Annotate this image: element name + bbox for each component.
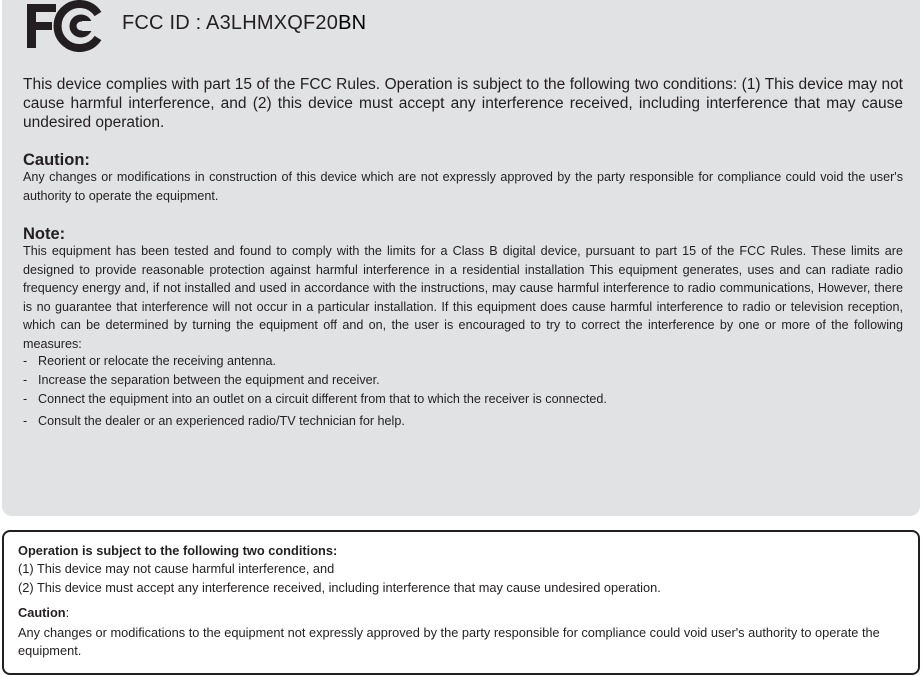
fcc-id-suffix: BN [338, 12, 367, 34]
caution-heading: Caution: [23, 151, 90, 169]
note-heading: Note: [23, 225, 66, 243]
measure-text: Reorient or relocate the receiving antenna. [38, 354, 277, 368]
measure-text: Connect the equipment into an outlet on a circuit different from that to which the receiver is connected. [38, 392, 607, 406]
list-item [23, 354, 903, 373]
fcc-logo [24, 0, 102, 52]
list-item [23, 414, 903, 433]
compliance-statement: This device complies with part 15 of the FCC Rules. Operation is subject to the following two conditions: (1) This device may not cause harmful interference, and (2) this device must accept any interference received, including interference that may cause undesired operation. [23, 76, 903, 131]
measure-text: Consult the dealer or an experienced radio/TV technician for help. [38, 414, 405, 428]
note-text: This equipment has been tested and found to comply with the limits for a Class B digital device, pursuant to part 15 of the FCC Rules. These limits are designed to provide reasonable protection against harmful interference in a residential installation This equipment generates, uses and can radiate radio frequency energy and, if not installed and used in accordance with the instructions, may cause harmful interference to radio communications, However, there is no guarantee that interference will not occur in a particular installation. If this equipment does cause harmful interference to radio or television reception, which can be determined by turning the equipment off and on, the user is encouraged to try to correct the interference by one or more of the following measures: [23, 244, 903, 351]
list-item [23, 392, 903, 414]
box-caution-colon: : [65, 605, 70, 620]
box-caution-text: Any changes or modifications to the equipment not expressly approved by the party responsible for compliance could void user's authority to operate the equipment. [18, 625, 880, 658]
condition-2: (2) This device must accept any interference received, including interference that may cause undesired operation. [18, 580, 661, 595]
caution-label-line [18, 605, 69, 620]
dash-bullet: - [23, 392, 28, 406]
measure-text: Increase the separation between the equipment and receiver. [38, 373, 380, 387]
condition-1: (1) This device may not cause harmful interference, and [18, 561, 335, 576]
dash-bullet: - [23, 373, 28, 387]
measures-list [23, 354, 903, 433]
fcc-id-label: FCC ID : A3LHMXQF20 [122, 12, 339, 34]
dash-bullet: - [23, 354, 28, 368]
list-item [23, 373, 903, 392]
box-caution-label: Caution [18, 605, 66, 620]
caution-text: Any changes or modifications in construction of this device which are not expressly approved by the party responsible for compliance could void the user's authority to operate the equipment. [23, 170, 903, 203]
conditions-heading: Operation is subject to the following two conditions: [18, 543, 338, 558]
fcc-id [122, 12, 366, 35]
dash-bullet: - [23, 414, 28, 428]
fcc-statement-panel [2, 0, 920, 516]
conditions-box [2, 530, 920, 675]
